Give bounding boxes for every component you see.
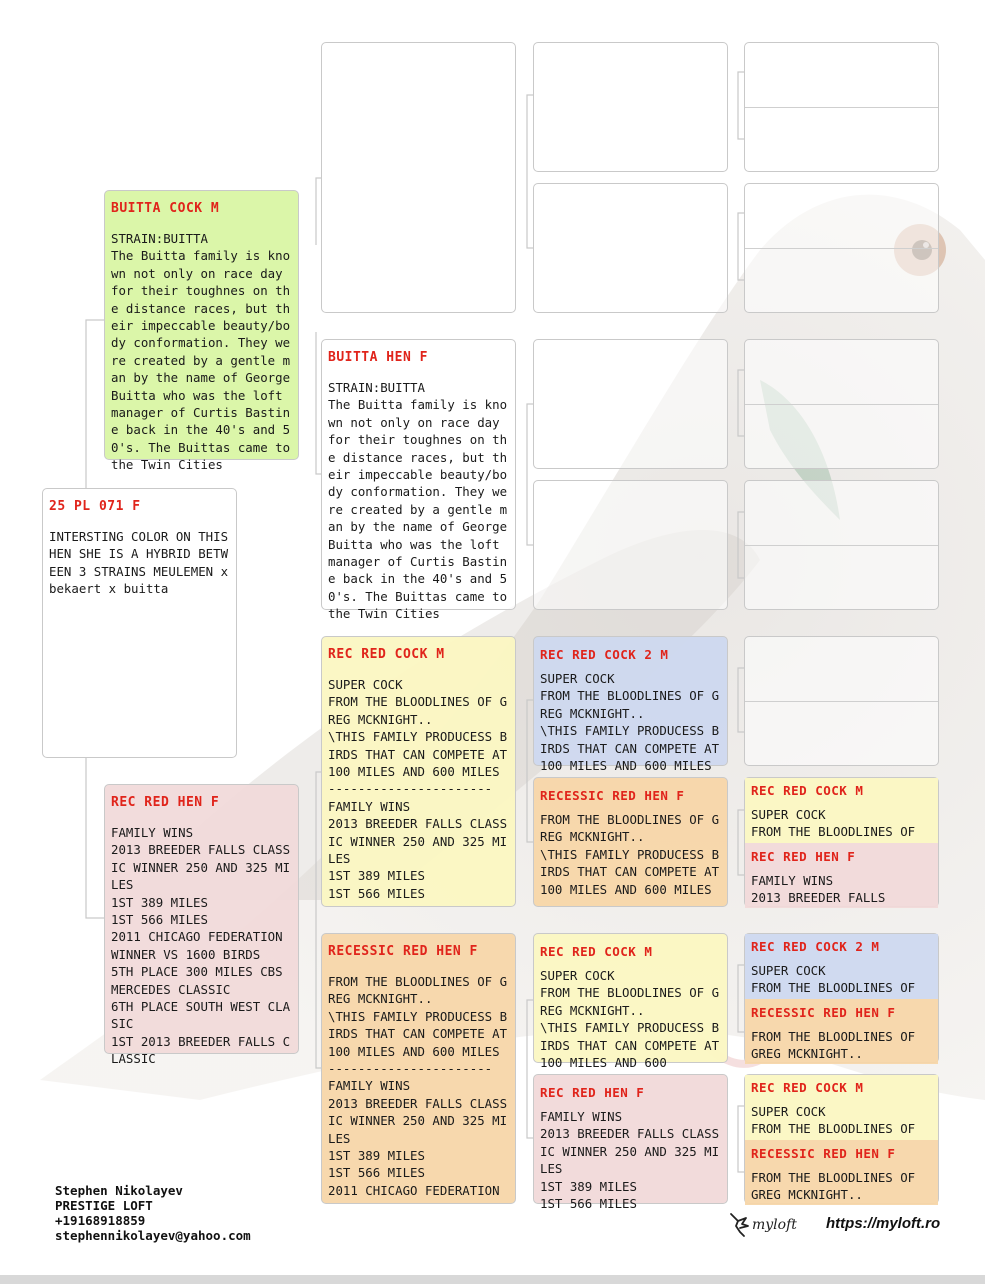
- sds-card[interactable]: [533, 339, 728, 469]
- g5-card-3-top[interactable]: [745, 340, 938, 405]
- ddd-name: REC RED HEN F: [540, 1085, 645, 1100]
- brand-name: myloft: [752, 1217, 797, 1233]
- g5-dsd-dam[interactable]: [745, 843, 938, 908]
- g5-card-4[interactable]: [744, 480, 939, 610]
- ddd-info: FAMILY WINS 2013 BREEDER FALLS CLASSIC WINNER 250 AND 325 MILES 1ST 389 MILES 1ST 566 MILES: [540, 1109, 720, 1212]
- dss-info: SUPER COCK FROM THE BLOODLINES OF GREG MCKNIGHT.. \THIS FAMILY PRODUCESS BIRDS THAT CAN COMPETE AT 100 MILES AND 600 MILES: [540, 671, 720, 774]
- g5-card-3[interactable]: [744, 339, 939, 469]
- g5-ddd-dam-name: RECESSIC RED HEN F: [751, 1146, 896, 1161]
- ddd-card[interactable]: [533, 1074, 728, 1212]
- dam-dam-info: FROM THE BLOODLINES OF GREG MCKNIGHT.. \THIS FAMILY PRODUCESS BIRDS THAT CAN COMPETE AT 100 MILES AND 600 MILES ---------------------- FAMILY WINS 2013 BREEDER FALLS CLASSIC WINNER 250 AND 325 MILES 1ST 389 MILES 1ST 566 MILES 2011 CHICAGO FEDERATION: [328, 974, 508, 1198]
- dsd-card[interactable]: [533, 777, 728, 907]
- ssd-card[interactable]: [533, 183, 728, 313]
- dss-name: REC RED COCK 2 M: [540, 647, 669, 662]
- g5-card-6[interactable]: [744, 777, 939, 907]
- sire-dam-info: STRAIN:BUITTA The Buitta family is known not only on race day for their toughnes on the distance races, but their impeccable beauty/body conformation. They were created by a gentle man by the name of George Buitta who was the loft manager of Curtis Bastine back in the 40's and 50's. The Buittas came to the Twin Cities: [328, 380, 508, 622]
- subject-name: 25 PL 071 F: [49, 499, 141, 514]
- sire-sire-card[interactable]: [321, 42, 516, 313]
- g5-ddd-dam-info: FROM THE BLOODLINES OF GREG MCKNIGHT..: [751, 1170, 916, 1203]
- dam-sire-name: REC RED COCK M: [328, 647, 445, 662]
- sire-name: BUITTA COCK M: [111, 201, 220, 216]
- g5-card-1[interactable]: [744, 42, 939, 172]
- g5-dds-sire[interactable]: [745, 934, 938, 999]
- sdd-card[interactable]: [533, 480, 728, 610]
- g5-dsd-dam-name: REC RED HEN F: [751, 849, 856, 864]
- dds-name: REC RED COCK M: [540, 944, 653, 959]
- g5-dds-sire-name: REC RED COCK 2 M: [751, 939, 880, 954]
- g5-dds-sire-info: SUPER COCK FROM THE BLOODLINES OF: [751, 963, 916, 996]
- pigeon-logo-icon: [728, 1212, 750, 1238]
- g5-dds-dam[interactable]: [745, 999, 938, 1064]
- g5-ddd-dam[interactable]: [745, 1140, 938, 1205]
- dam-info: FAMILY WINS 2013 BREEDER FALLS CLASSIC WINNER 250 AND 325 MILES 1ST 389 MILES 1ST 566 MILES 2011 CHICAGO FEDERATION WINNER VS 1600 BIRDS 5TH PLACE 300 MILES CBS MERCEDES CLASSIC 6TH PLACE SOUTH WEST CLASIC 1ST 2013 BREEDER FALLS CLASSIC: [111, 825, 291, 1067]
- g5-dds-dam-info: FROM THE BLOODLINES OF GREG MCKNIGHT..: [751, 1029, 916, 1062]
- myloft-url-link[interactable]: https://myloft.ro: [826, 1215, 941, 1232]
- g5-dsd-sire[interactable]: [745, 778, 938, 843]
- myloft-logo[interactable]: [728, 1212, 797, 1238]
- sss-card[interactable]: [533, 42, 728, 172]
- g5-ddd-sire-info: SUPER COCK FROM THE BLOODLINES OF: [751, 1104, 916, 1137]
- sire-info: STRAIN:BUITTA The Buitta family is known not only on race day for their toughnes on the distance races, but their impeccable beauty/body conformation. They were created by a gentle man by the name of George Buitta who was the loft manager of Curtis Bastine back in the 40's and 50's. The Buittas came to the Twin Cities: [111, 231, 291, 473]
- owner-email[interactable]: stephennikolayev@yahoo.com: [55, 1228, 251, 1243]
- g5-dsd-sire-info: SUPER COCK FROM THE BLOODLINES OF: [751, 807, 916, 840]
- dam-name: REC RED HEN F: [111, 795, 220, 810]
- g5-card-7[interactable]: [744, 933, 939, 1063]
- g5-card-2[interactable]: [744, 183, 939, 313]
- dam-dam-card[interactable]: [321, 933, 516, 1204]
- dsd-name: RECESSIC RED HEN F: [540, 788, 685, 803]
- dam-sire-info: SUPER COCK FROM THE BLOODLINES OF GREG MCKNIGHT.. \THIS FAMILY PRODUCESS BIRDS THAT CAN COMPETE AT 100 MILES AND 600 MILES ---------------------- FAMILY WINS 2013 BREEDER FALLS CLASSIC WINNER 250 AND 325 MILES 1ST 389 MILES 1ST 566 MILES: [328, 677, 508, 901]
- g5-card-5-top[interactable]: [745, 637, 938, 702]
- g5-card-4-top[interactable]: [745, 481, 938, 546]
- dss-card[interactable]: [533, 636, 728, 774]
- dam-card[interactable]: [104, 784, 299, 1067]
- g5-card-8[interactable]: [744, 1074, 939, 1204]
- g5-ddd-sire-name: REC RED COCK M: [751, 1080, 864, 1095]
- sire-dam-card[interactable]: [321, 339, 516, 622]
- g5-card-1-top[interactable]: [745, 43, 938, 108]
- sire-card[interactable]: [104, 190, 299, 473]
- owner-contact: [55, 1183, 251, 1243]
- dsd-info: FROM THE BLOODLINES OF GREG MCKNIGHT.. \THIS FAMILY PRODUCESS BIRDS THAT CAN COMPETE AT 100 MILES AND 600 MILES: [540, 812, 720, 897]
- g5-dds-dam-name: RECESSIC RED HEN F: [751, 1005, 896, 1020]
- g5-card-2-top[interactable]: [745, 184, 938, 249]
- dds-info: SUPER COCK FROM THE BLOODLINES OF GREG MCKNIGHT.. \THIS FAMILY PRODUCESS BIRDS THAT CAN COMPETE AT 100 MILES AND 600: [540, 968, 720, 1071]
- subject-info: INTERSTING COLOR ON THIS HEN SHE IS A HYBRID BETWEEN 3 STRAINS MEULEMEN x bekaert x buitta: [49, 529, 229, 597]
- g5-ddd-sire[interactable]: [745, 1075, 938, 1140]
- dam-dam-name: RECESSIC RED HEN F: [328, 944, 478, 959]
- subject-card[interactable]: [42, 488, 237, 758]
- loft-name: PRESTIGE LOFT: [55, 1198, 153, 1213]
- g5-card-5[interactable]: [744, 636, 939, 766]
- owner-phone[interactable]: +19168918859: [55, 1213, 146, 1228]
- g5-dsd-dam-info: FAMILY WINS 2013 BREEDER FALLS: [751, 873, 886, 906]
- dam-sire-card[interactable]: [321, 636, 516, 907]
- owner-name: Stephen Nikolayev: [55, 1183, 183, 1198]
- sire-dam-name: BUITTA HEN F: [328, 350, 428, 365]
- g5-dsd-sire-name: REC RED COCK M: [751, 783, 864, 798]
- dds-card[interactable]: [533, 933, 728, 1071]
